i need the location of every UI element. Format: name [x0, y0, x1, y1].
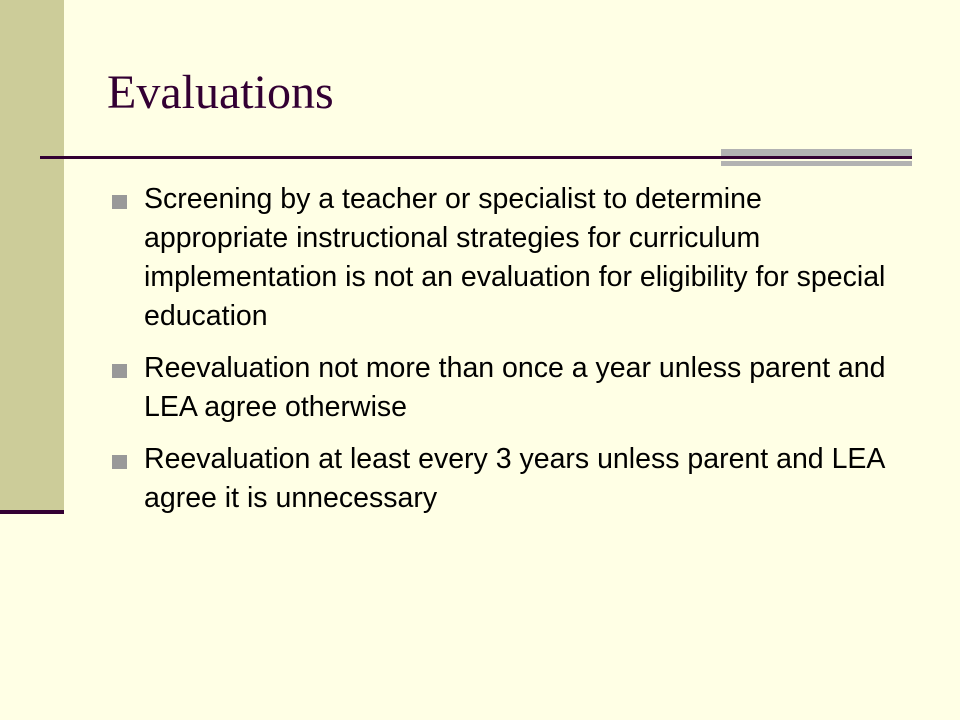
bullet-item — [108, 440, 908, 518]
bullet-text: Reevaluation at least every 3 years unless parent and LEA agree it is unnecessary — [144, 443, 884, 514]
bullet-text: Reevaluation not more than once a year unless parent and LEA agree otherwise — [144, 352, 886, 423]
left-band-bottom-line — [0, 510, 64, 514]
square-bullet-icon — [112, 364, 127, 378]
bullet-item — [108, 349, 908, 427]
square-bullet-icon — [112, 195, 127, 209]
slide-title: Evaluations — [107, 66, 334, 119]
title-rule-accent-lower — [721, 161, 912, 166]
square-bullet-icon — [112, 455, 127, 469]
title-rule — [40, 156, 912, 159]
bullet-list — [108, 180, 908, 531]
bullet-item — [108, 180, 908, 336]
left-side-band — [0, 0, 64, 511]
bullet-text: Screening by a teacher or specialist to determine appropriate instructional strategies for curriculum implementation is not an evaluation for eligibility for special education — [144, 183, 886, 332]
